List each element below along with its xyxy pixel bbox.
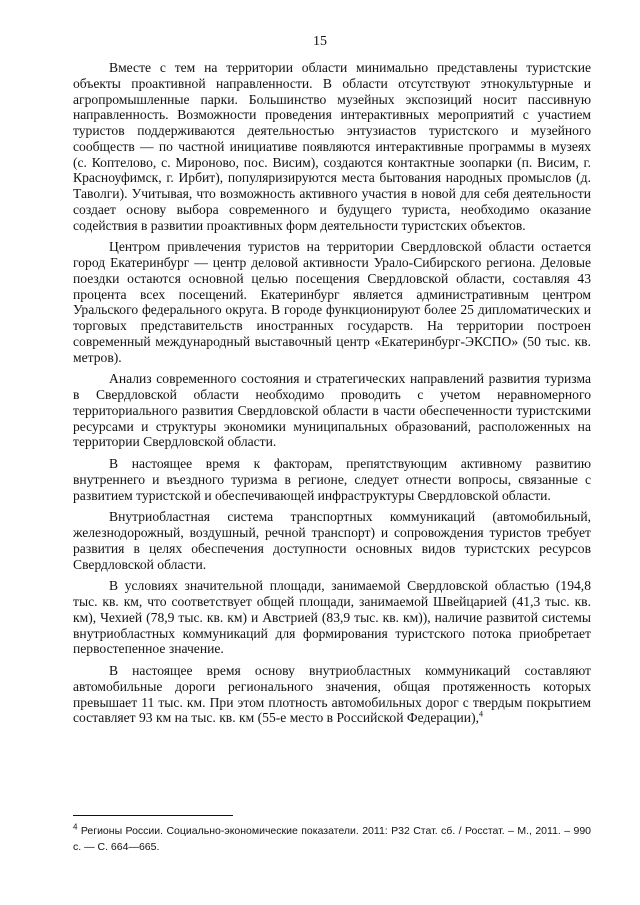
paragraph: В условиях значительной площади, занимаемой Свердловской областью (194,8 тыс. кв. км, что соответствует общей площади, занимаемой Швейцарией (41,3 тыс. кв. км), Чехией (78,9 тыс. кв. км) и Австрией (83,9 тыс. кв. км)), наличие развитой системы внутриобластных коммуникаций для формирования туристского потока приобретает первостепенное значение.	[73, 578, 591, 657]
footnote-text: Регионы России. Социально-экономические показатели. 2011: Р32 Стат. сб. / Росстат. – М., 2011. – 990 с. — С. 664—665.	[73, 825, 591, 853]
paragraph-text: В настоящее время основу внутриобластных коммуникаций составляют автомобильные дороги регионального значения, общая протяженность которых превышает 11 тыс. км. При этом плотность автомобильных дорог с твердым покрытием составляет 93 км на тыс. кв. км (55-е место в Российской Федерации),	[73, 663, 591, 726]
paragraph: Анализ современного состояния и стратегических направлений развития туризма в Свердловской области необходимо проводить с учетом неравномерного территориального развития Свердловской области в части обеспеченности туристскими ресурсами и структуры экономики муниципальных образований, расположенных на территории Свердловской области.	[73, 371, 591, 450]
body-text	[73, 60, 591, 732]
footnote-marker: 4	[73, 822, 78, 832]
paragraph: Вместе с тем на территории области минимально представлены туристские объекты проактивной направленности. В области отсутствуют этнокультурные и агропромышленные парки. Большинство музейных экспозиций носит пассивную направленность. Возможности проведения интерактивных мероприятий с участием туристов поддерживаются деятельностью энтузиастов туристского и музейного сообществ — по частной инициативе появляются интерактивные программы в музеях (с. Коптелово, с. Мироново, пос. Висим), создаются контактные зоопарки (п. Висим, г. Красноуфимск, г. Ирбит), популяризируются места бытования народных промыслов (д. Таволги). Учитывая, что возможность активного участия в новой для себя деятельности создает основу выбора современного и будущего туриста, необходимо оказание содействия в развитии проактивных форм деятельности туристских объектов.	[73, 60, 591, 233]
footnote-divider	[73, 815, 233, 816]
footnote	[73, 823, 591, 855]
paragraph: В настоящее время к факторам, препятствующим активному развитию внутреннего и въездного туризма в регионе, следует отнести вопросы, связанные с развитием туристской и обеспечивающей инфраструктуры Свердловской области.	[73, 456, 591, 503]
paragraph: Внутриобластная система транспортных коммуникаций (автомобильный, железнодорожный, воздушный, речной транспорт) и сопровождения туристов требует развития в целях обеспечения доступности основных видов туристских ресурсов Свердловской области.	[73, 509, 591, 572]
paragraph-with-footnote-ref	[73, 663, 591, 726]
footnote-reference: 4	[479, 709, 484, 719]
paragraph: Центром привлечения туристов на территории Свердловской области остается город Екатеринбург — центр деловой активности Урало-Сибирского региона. Деловые поездки остаются основной целью посещения Свердловской области, составляя 43 процента всех посещений. Екатеринбург является административным центром Уральского федерального округа. В городе функционируют более 25 дипломатических и торговых представительств иностранных государств. На территории построен современный международный выставочный центр «Екатеринбург-ЭКСПО» (50 тыс. кв. метров).	[73, 239, 591, 365]
page-number: 15	[313, 34, 327, 49]
